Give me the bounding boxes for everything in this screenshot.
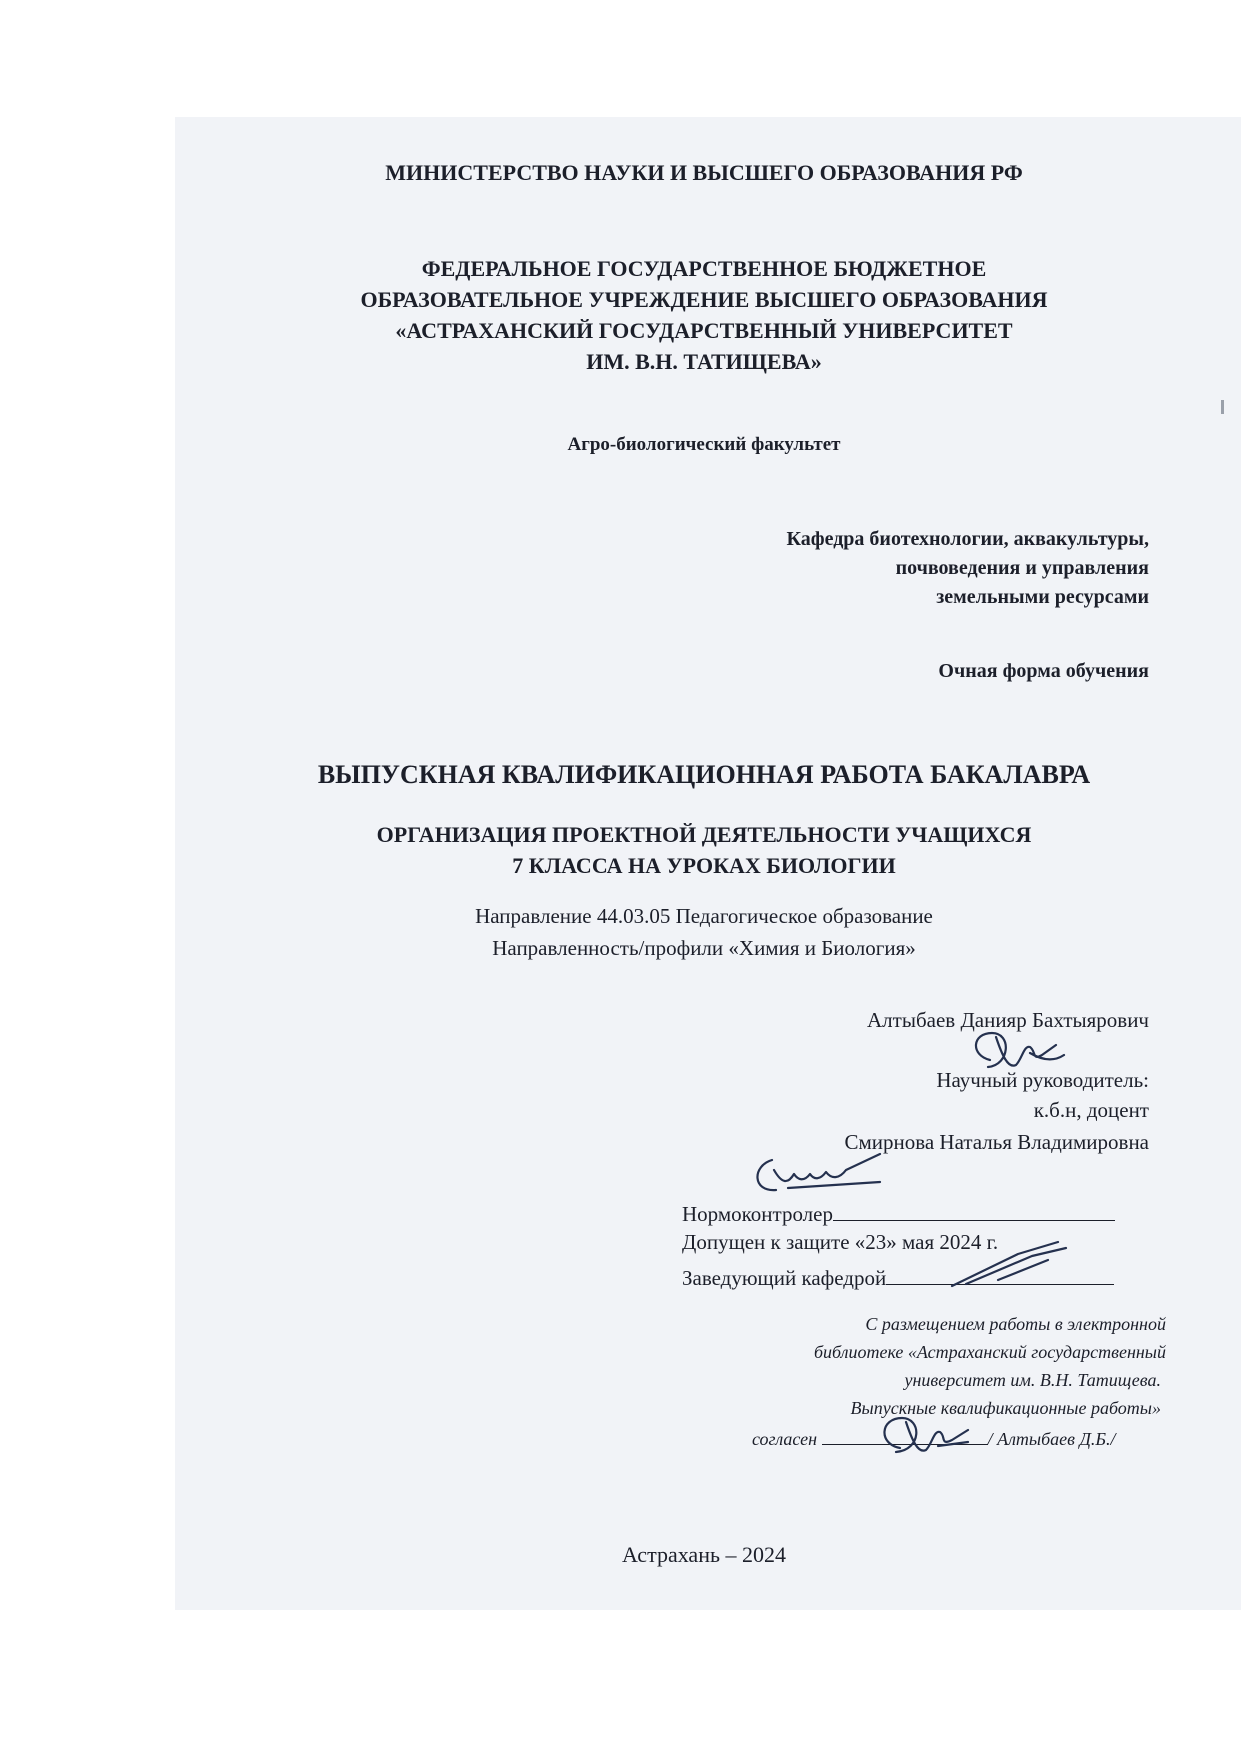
faculty: Агро-биологический факультет xyxy=(567,434,841,455)
supervisor-degree: к.б.н, доцент xyxy=(1033,1098,1149,1122)
profile: Направленность/профили «Химия и Биология» xyxy=(492,936,916,960)
scan-artifact xyxy=(1221,400,1224,414)
admitted-row: Допущен к защите «23» мая 2024 г. xyxy=(682,1230,999,1254)
direction: Направление 44.03.05 Педагогическое образование xyxy=(475,904,933,928)
topic-line-2: 7 КЛАССА НА УРОКАХ БИОЛОГИИ xyxy=(512,853,896,878)
author-name: Алтыбаев Данияр Бахтыярович xyxy=(867,1008,1149,1032)
consent-signature xyxy=(870,1412,970,1460)
institution-line-2: ОБРАЗОВАТЕЛЬНОЕ УЧРЕЖДЕНИЕ ВЫСШЕГО ОБРАЗОВАНИЯ xyxy=(360,287,1048,312)
consent-line-2: библиотеке «Астраханский государственный xyxy=(813,1342,1166,1362)
consent-line-1: С размещением работы в электронной xyxy=(865,1314,1166,1334)
head-label: Заведующий кафедрой xyxy=(682,1266,887,1290)
normocontrol-row xyxy=(682,1198,1115,1227)
author-signature xyxy=(960,1025,1070,1085)
department-line-1: Кафедра биотехнологии, аквакультуры, xyxy=(786,528,1149,550)
department-line-3: земельными ресурсами xyxy=(936,586,1149,608)
department-line-2: почвоведения и управления xyxy=(895,557,1149,579)
supervisor-name: Смирнова Наталья Владимировна xyxy=(844,1130,1149,1154)
head-signature xyxy=(948,1240,1068,1290)
work-type-title: ВЫПУСКНАЯ КВАЛИФИКАЦИОННАЯ РАБОТА БАКАЛАВРА xyxy=(317,760,1091,789)
supervisor-label: Научный руководитель: xyxy=(936,1068,1149,1092)
study-form: Очная форма обучения xyxy=(938,660,1149,682)
normocontrol-signature-line xyxy=(833,1198,1115,1221)
consent-signer: / Алтыбаев Д.Б./ xyxy=(987,1429,1116,1449)
institution-line-4: ИМ. В.Н. ТАТИЩЕВА» xyxy=(586,349,822,374)
supervisor-signature xyxy=(748,1150,888,1200)
city-year: Астрахань – 2024 xyxy=(621,1542,787,1567)
consent-agree-label: согласен xyxy=(752,1429,818,1449)
topic-line-1: ОРГАНИЗАЦИЯ ПРОЕКТНОЙ ДЕЯТЕЛЬНОСТИ УЧАЩИХСЯ xyxy=(376,822,1032,847)
consent-line-3: университет им. В.Н. Татищева. xyxy=(904,1370,1161,1390)
consent-line-4: Выпускные квалификационные работы» xyxy=(850,1398,1161,1418)
normocontrol-label: Нормоконтролер xyxy=(682,1202,833,1226)
institution-line-1: ФЕДЕРАЛЬНОЕ ГОСУДАРСТВЕННОЕ БЮДЖЕТНОЕ xyxy=(421,256,987,281)
institution-line-3: «АСТРАХАНСКИЙ ГОСУДАРСТВЕННЫЙ УНИВЕРСИТЕТ xyxy=(395,318,1013,343)
ministry-title: МИНИСТЕРСТВО НАУКИ И ВЫСШЕГО ОБРАЗОВАНИЯ РФ xyxy=(385,160,1023,185)
